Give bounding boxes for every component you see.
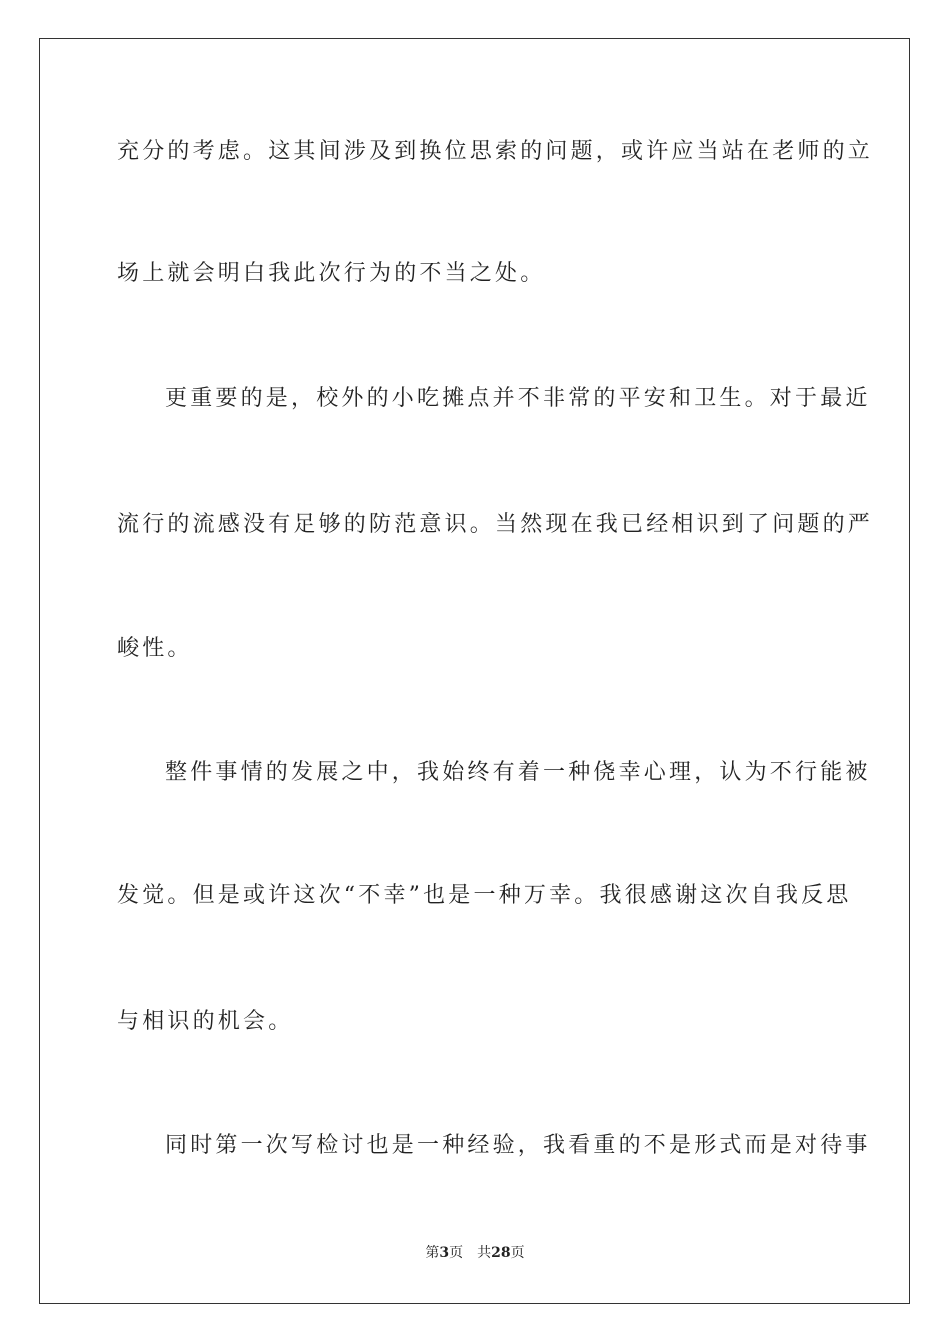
total-prefix: 共: [477, 1245, 492, 1261]
text-line-6: 整件事情的发展之中，我始终有着一种侥幸心理，认为不行能被: [165, 760, 871, 785]
text-line-3: 更重要的是，校外的小吃摊点并不非常的平安和卫生。对于最近: [165, 386, 871, 411]
page-number: 3: [439, 1245, 450, 1261]
page-footer: [0, 1243, 950, 1263]
page-border: [39, 38, 910, 1304]
text-line-2: 场上就会明白我此次行为的不当之处。: [117, 261, 546, 286]
page-prefix: 第: [425, 1245, 440, 1261]
text-line-4: 流行的流感没有足够的防范意识。当然现在我已经相识到了问题的严: [117, 512, 874, 537]
total-pages: 28: [491, 1245, 511, 1261]
text-line-5: 峻性。: [117, 636, 193, 661]
text-line-8: 与相识的机会。: [117, 1009, 294, 1034]
page-suffix: 页: [449, 1245, 464, 1261]
total-suffix: 页: [510, 1245, 525, 1261]
text-line-7: 发觉。但是或许这次“不幸”也是一种万幸。我很感谢这次自我反思: [117, 883, 852, 908]
text-line-9: 同时第一次写检讨也是一种经验，我看重的不是形式而是对待事: [165, 1133, 871, 1158]
text-line-1: 充分的考虑。这其间涉及到换位思索的问题，或许应当站在老师的立: [117, 139, 874, 164]
